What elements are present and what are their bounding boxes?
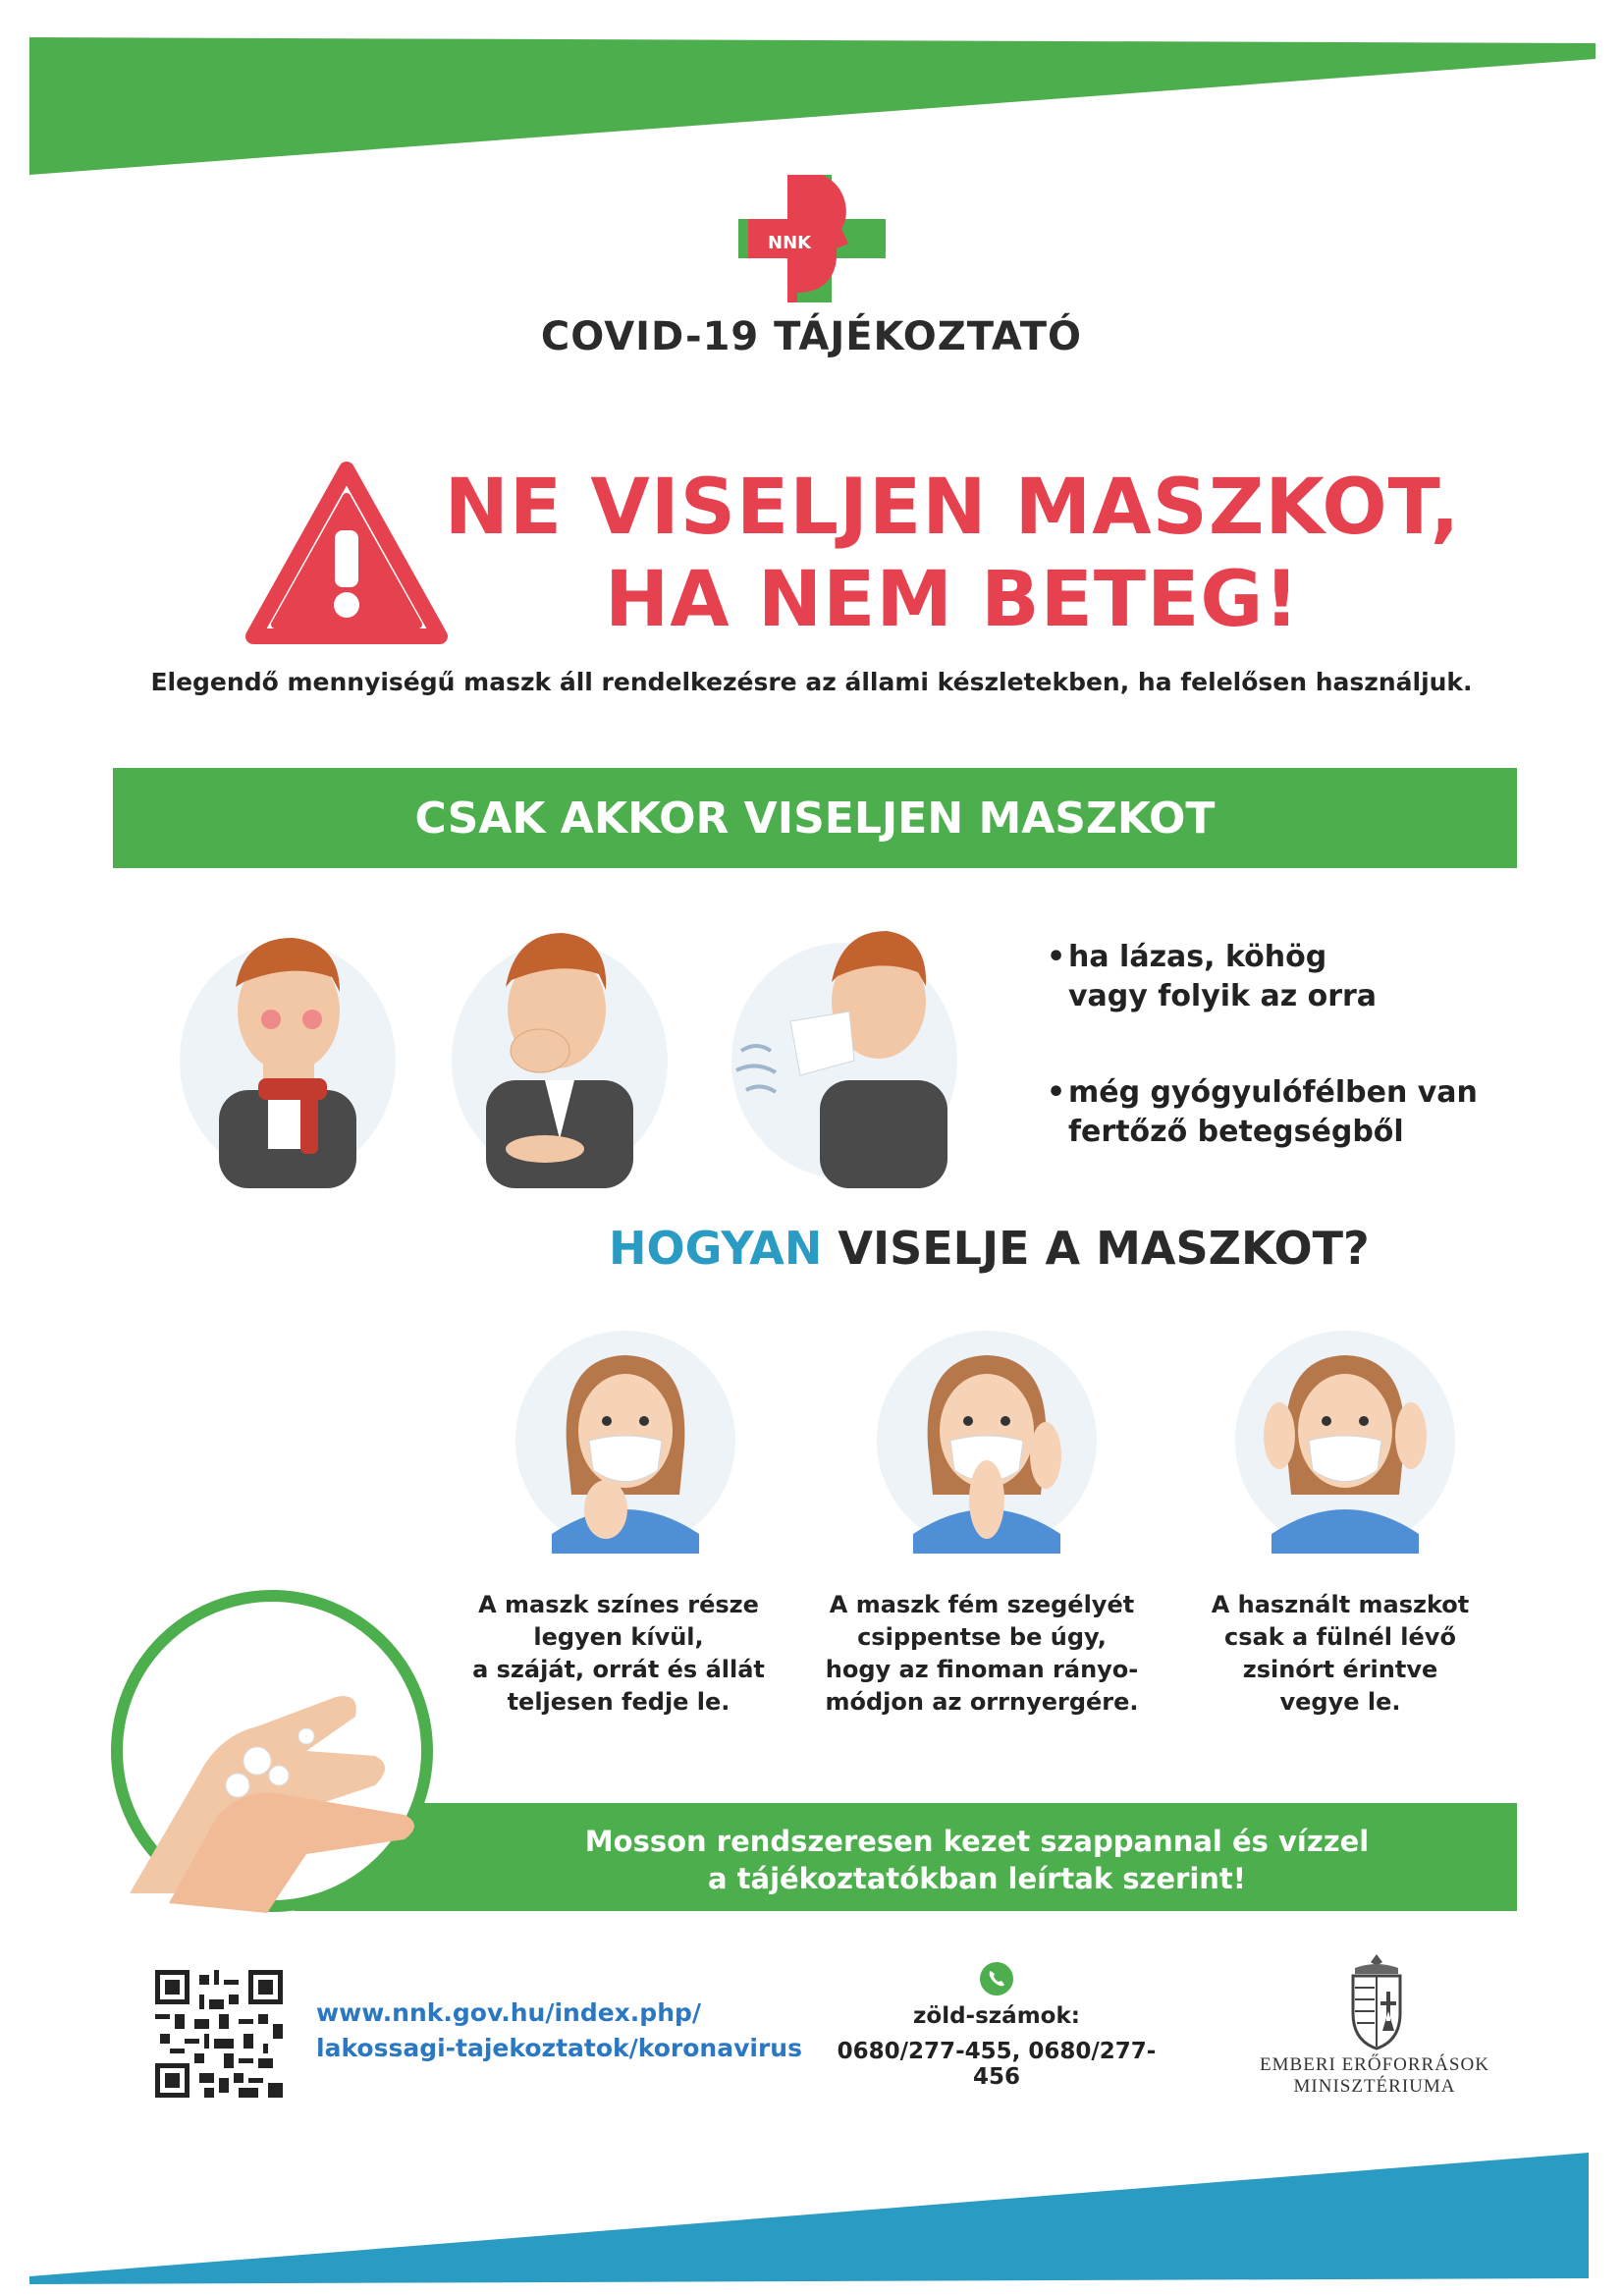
caption-line: vegye le.: [1279, 1688, 1401, 1716]
bullet-dot-icon: •: [1047, 940, 1066, 974]
bullet-1-line-2: vagy folyik az orra: [1068, 979, 1378, 1013]
ministry-line-2: MINISZTÉRIUMA: [1293, 2076, 1456, 2097]
website-link[interactable]: [316, 1995, 802, 2066]
caption-line: a száját, orrát és állát: [472, 1656, 765, 1683]
phone-icon: [980, 1962, 1013, 1995]
warning-triangle-icon: [243, 460, 450, 651]
sick-person-coughing-illustration: [447, 903, 673, 1188]
phone-label: zöld-számok:: [913, 2003, 1080, 2029]
symptom-bullet-2: [1047, 1073, 1540, 1152]
hand-wash-text: [481, 1823, 1473, 1897]
logo-text: NNK: [768, 233, 812, 253]
caption-line: hogy az finoman rányo-: [825, 1656, 1139, 1683]
website-link-line-1[interactable]: www.nnk.gov.hu/index.php/: [316, 1998, 702, 2027]
bottom-decorative-band: [0, 2111, 1623, 2296]
mask-step-3-caption: [1183, 1589, 1497, 1719]
mask-step-1-caption: [461, 1589, 776, 1719]
how-title-accent: HOGYAN: [609, 1222, 823, 1275]
wear-mask-banner: [113, 768, 1517, 868]
caption-line: legyen kívül,: [533, 1623, 704, 1651]
ministry-line-1: EMBERI ERŐFORRÁSOK: [1260, 2054, 1489, 2075]
ministry-name: [1208, 2054, 1542, 2098]
coat-of-arms-icon: [1341, 1952, 1412, 2050]
bullet-dot-icon: •: [1047, 1075, 1066, 1110]
mask-step-3-illustration: [1232, 1328, 1458, 1554]
caption-line: A maszk fém szegélyét: [829, 1591, 1135, 1618]
how-to-wear-title: [609, 1222, 1370, 1275]
how-title-rest: VISELJE A MASZKOT?: [822, 1222, 1370, 1275]
website-link-line-2[interactable]: lakossagi-tajekoztatok/koronavirus: [316, 2034, 802, 2062]
mask-step-2-caption: [825, 1589, 1139, 1719]
subtitle-text: Elegendő mennyiségű maszk áll rendelkezésre az állami készletekben, ha felelősen használjuk.: [150, 668, 1473, 696]
phone-numbers: 0680/277-455, 0680/277-456: [837, 2039, 1157, 2090]
bullet-1-line-1: ha lázas, köhög: [1068, 940, 1327, 974]
headline-line-2: HA NEM BETEG!: [605, 556, 1300, 644]
bullet-2-line-1: még gyógyulófélben van: [1068, 1075, 1478, 1110]
hand-wash-banner: [295, 1803, 1517, 1911]
wash-line-2: a tájékoztatókban leírtak szerint!: [707, 1862, 1247, 1895]
symptom-bullet-1: [1047, 938, 1540, 1016]
mask-step-1-illustration: [513, 1328, 738, 1554]
hand-washing-illustration: [110, 1589, 434, 1913]
page-header-title: COVID-19 TÁJÉKOZTATÓ: [540, 314, 1083, 359]
caption-line: csippentse be úgy,: [857, 1623, 1107, 1651]
caption-line: teljesen fedje le.: [507, 1688, 730, 1716]
sick-person-sneezing-illustration: [731, 903, 957, 1188]
sick-person-fever-illustration: [175, 903, 401, 1188]
main-headline: [432, 462, 1473, 646]
wash-line-1: Mosson rendszeresen kezet szappannal és vízzel: [584, 1825, 1370, 1858]
caption-line: A használt maszkot: [1211, 1591, 1470, 1618]
banner-title: CSAK AKKOR VISELJEN MASZKOT: [414, 793, 1216, 844]
caption-line: A maszk színes része: [478, 1591, 759, 1618]
caption-line: csak a fülnél lévő: [1224, 1623, 1456, 1651]
mask-step-2-illustration: [874, 1328, 1100, 1554]
caption-line: módjon az orrnyergére.: [825, 1688, 1139, 1716]
bullet-2-line-2: fertőző betegségből: [1068, 1115, 1404, 1149]
headline-line-1: NE VISELJEN MASZKOT,: [444, 464, 1461, 552]
nnk-logo: [738, 175, 886, 302]
caption-line: zsinórt érintve: [1242, 1656, 1438, 1683]
qr-code: [155, 1970, 283, 2098]
